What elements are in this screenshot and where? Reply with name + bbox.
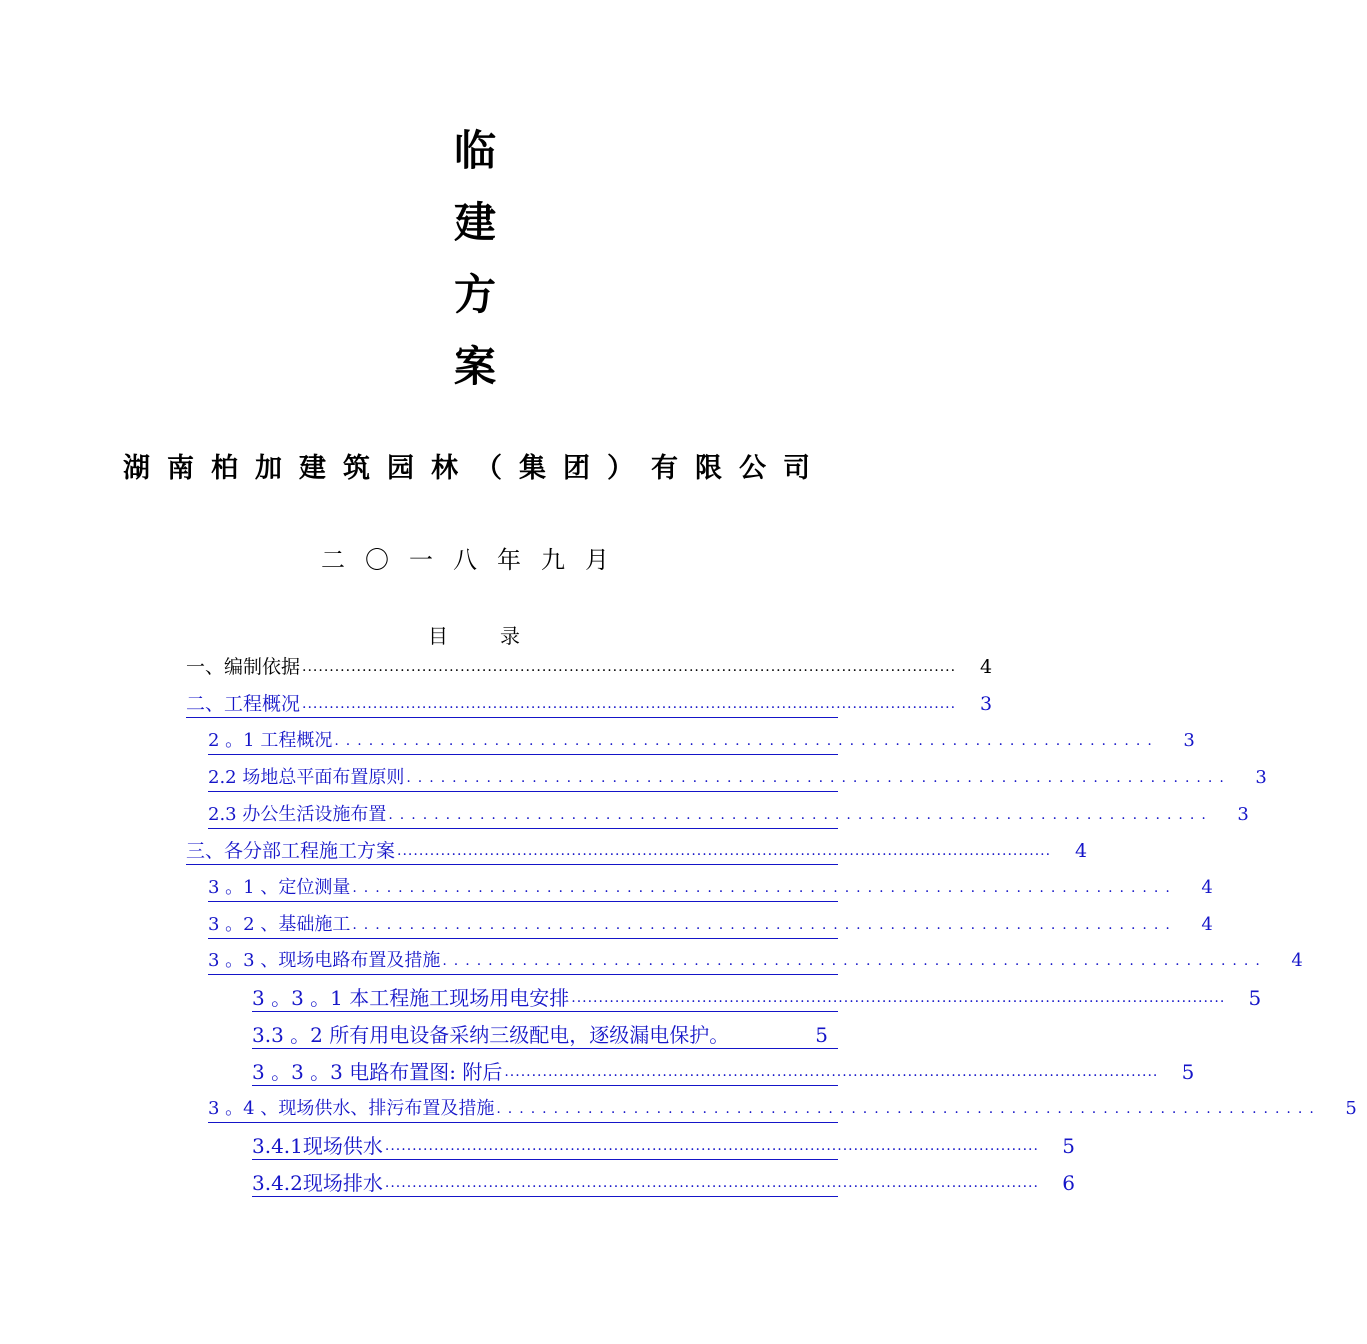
toc-page-number: 4 [1074, 840, 1088, 862]
toc-entry-label: 3 。4 、现场供水、排污布置及措施 [208, 1098, 495, 1119]
title-char-1: 临 [453, 126, 496, 175]
company-name: 湖南柏加建筑园林（集团）有限公司 [123, 453, 827, 484]
title-char-2: 建 [453, 198, 496, 247]
toc-entry-5[interactable] [208, 798, 1249, 829]
toc-leader: ........................................................................................................................ [302, 696, 957, 712]
toc-entry-label: 二、工程概况 [186, 693, 301, 715]
toc-leader: ........................................................................ [334, 733, 1159, 749]
toc-leader: ........................................................................ [442, 953, 1267, 969]
toc-page-number: 5 [1248, 986, 1262, 1010]
toc-leader: ........................................................................................................................ [384, 1138, 1039, 1154]
toc-entry-label: 3 。3 。1 本工程施工现场用电安排 [252, 986, 570, 1010]
toc-entry-label: 3.3 。2 所有用电设备采纳三级配电，逐级漏电保护。 [252, 1023, 730, 1047]
toc-leader: ........................................................................................................................ [397, 843, 1052, 859]
toc-entry-label: 2 。1 工程概况 [208, 730, 333, 751]
toc-entry-label: 3.4.2现场排水 [252, 1171, 383, 1195]
toc-entry-label: 3.4.1现场供水 [252, 1134, 383, 1158]
toc-entry-label: 2.3 办公生活设施布置 [208, 804, 387, 825]
toc-entry-12[interactable] [252, 1055, 1195, 1086]
title-char-4: 案 [453, 342, 496, 391]
toc-entry-10[interactable] [252, 981, 1262, 1012]
toc-entry-4[interactable] [208, 761, 1267, 792]
toc-entry-13[interactable] [208, 1092, 1357, 1123]
toc-page-number: 5 [1345, 1098, 1357, 1119]
toc-entry-label: 三、各分部工程施工方案 [186, 840, 396, 862]
toc-entry-11[interactable] [252, 1018, 838, 1049]
toc-entry-2[interactable] [186, 687, 993, 718]
toc-page-number: 4 [979, 656, 993, 678]
toc-leader: ........................................................................ [352, 880, 1177, 896]
toc-entry-label: 3 。1 、定位测量 [208, 877, 351, 898]
toc-entry-label: 3 。3 。3 电路布置图: 附后 [252, 1060, 503, 1084]
title-char-3: 方 [453, 270, 496, 319]
toc-page-number: 3 [1183, 730, 1195, 751]
toc-page-number: 4 [1201, 877, 1213, 898]
toc-page-number: 5 [1181, 1060, 1195, 1084]
toc-entry-9[interactable] [208, 944, 1303, 975]
toc-page-number: 4 [1201, 914, 1213, 935]
toc-page-number: 4 [1291, 950, 1303, 971]
toc-page-number: 3 [979, 693, 993, 715]
toc-leader: ........................................................................ [496, 1101, 1321, 1117]
toc-leader: ........................................................................................................................ [504, 1064, 1159, 1080]
toc-entry-label: 一、编制依据 [186, 656, 301, 678]
toc-page-number: 5 [1062, 1134, 1075, 1158]
toc-leader: ........................................................................ [388, 807, 1213, 823]
toc-entry-label: 3 。2 、基础施工 [208, 914, 351, 935]
toc-page-number: 6 [1062, 1171, 1075, 1195]
toc-entry-6[interactable] [186, 834, 1088, 865]
toc-entry-7[interactable] [208, 871, 1213, 902]
toc-entry-3[interactable] [208, 724, 1195, 755]
toc-entry-8[interactable] [208, 908, 1213, 939]
toc-entry-14[interactable] [252, 1129, 1075, 1160]
toc-heading: 目录 [428, 624, 572, 648]
toc-leader: ........................................................................ [352, 917, 1177, 933]
toc-entry-1 [186, 650, 993, 680]
toc-page-number: 3 [1237, 804, 1249, 825]
toc-entry-label: 3 。3 、现场电路布置及措施 [208, 950, 441, 971]
toc-leader: ........................................................................................................................ [384, 1175, 1039, 1191]
document-date: 二〇一八年九月 [321, 546, 629, 574]
toc-entry-15[interactable] [252, 1166, 1075, 1197]
toc-entry-label: 2.2 场地总平面布置原则 [208, 767, 405, 788]
toc-page-number: 5 [815, 1023, 828, 1047]
toc-leader: ........................................................................................................................ [302, 659, 957, 675]
toc-leader: ........................................................................................................................ [571, 990, 1226, 1006]
toc-leader: ........................................................................ [406, 770, 1231, 786]
toc-page-number: 3 [1255, 767, 1267, 788]
